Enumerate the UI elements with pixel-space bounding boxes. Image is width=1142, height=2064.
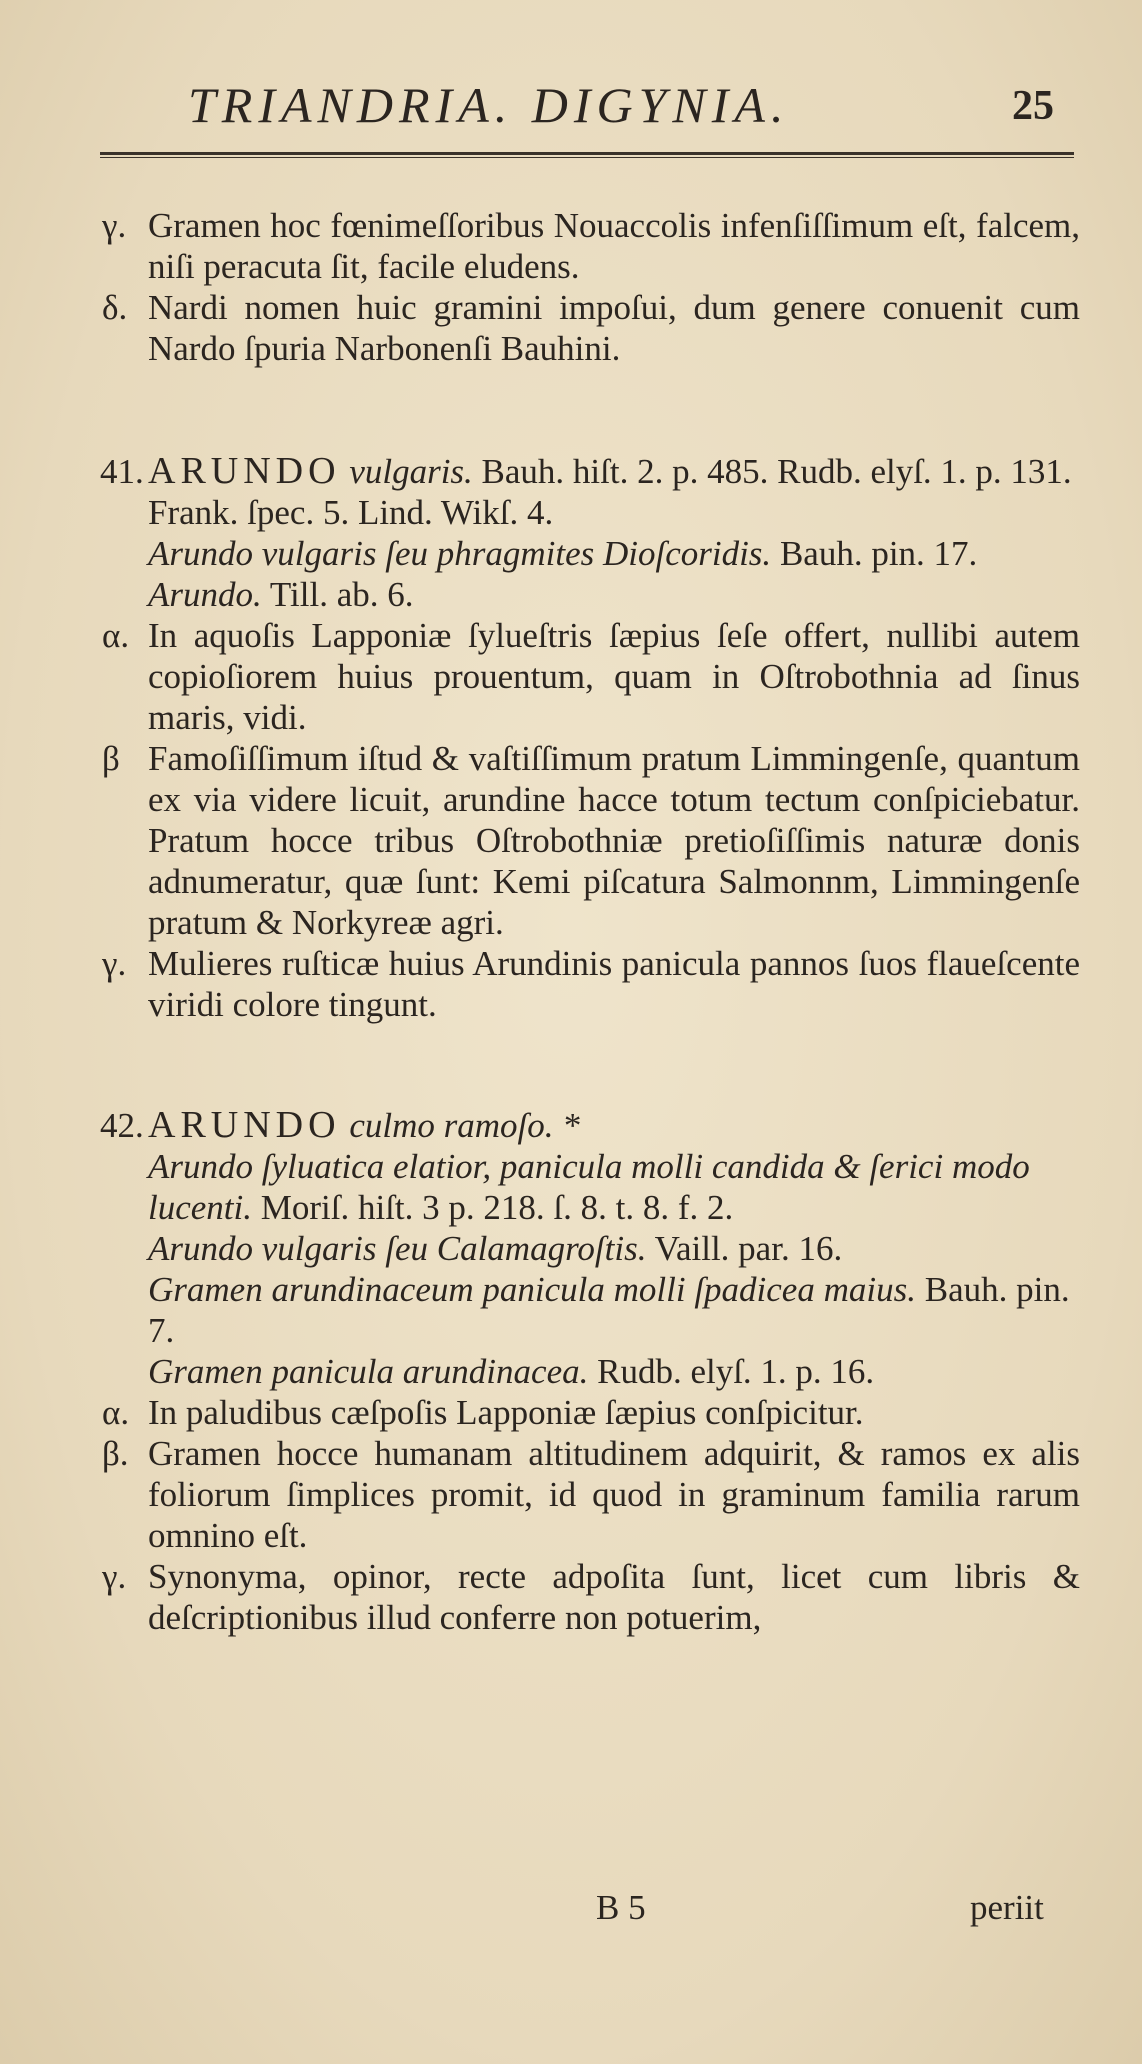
synonym-ref: Bauh. pin. 17. [779,534,978,573]
citation: Bauh. hiſt. 2. p. 485. Rudb. elyſ. 1. p. 131. Frank. ſpec. 5. Lind. Wikſ. 4. [148,452,1072,532]
entry-heading [100,451,1080,533]
page-body [100,205,1080,1638]
spacer [100,1025,1080,1105]
paragraph-mark: γ. [102,206,127,245]
paragraph-mark: γ. [102,944,127,983]
entry-heading [100,1105,1080,1146]
paragraph-mark: β [102,739,120,778]
paragraph-text: Famoſiſſimum iſtud & vaſtiſſimum pratum Limmingenſe, quantum ex via videre licuit, arundine hacce totum tectum conſpiciebatur. Pratum hocce tribus Oſtrobothniæ pretioſiſſimis naturæ donis adnumeratur, quæ ſunt: Kemi piſcatura Salmonnm, Limmingenſe pratum & Norkyreæ agri. [148,739,1080,942]
header-rule [100,152,1074,155]
synonym [100,574,1080,615]
header-rule-thin [100,157,1074,158]
synonym [100,1228,1080,1269]
synonym-name: Gramen arundinaceum panicula molli ſpadicea maius. [148,1270,916,1309]
synonym [100,533,1080,574]
paragraph-mark: δ. [102,288,128,327]
running-title: TRIANDRIA. DIGYNIA. [188,77,790,133]
page-footer [0,1888,1142,1938]
synonym [100,1269,1080,1351]
species-entry-41 [100,451,1080,1025]
paragraph-gamma [100,205,1080,287]
entry-number: 41. [100,452,144,491]
synonym-ref: Till. ab. 6. [269,575,414,614]
paragraph-text: Nardi nomen huic gramini impoſui, dum genere conuenit cum Nardo ſpuria Narbonenſi Bauhini. [148,288,1080,368]
paragraph-text: Gramen hoc fœnimeſſoribus Nouaccolis infenſiſſimum eſt, falcem, niſi peracuta ſit, facile eludens. [148,206,1080,286]
synonym-ref: Moriſ. hiſt. 3 p. 218. ſ. 8. t. 8. f. 2. [260,1188,734,1227]
spacer [100,369,1080,451]
synonym [100,1146,1080,1228]
paragraph-mark: β. [102,1434,129,1473]
species-entry-42 [100,1105,1080,1638]
paragraph-text: Gramen hocce humanam altitudinem adquirit, & ramos ex alis foliorum ſimplices promit, id quod in graminum familia rarum omnino eſt. [148,1434,1080,1555]
paragraph-text: Synonyma, opinor, recte adpoſita ſunt, licet cum libris & deſcriptionibus illud conferre non potuerim, [148,1557,1080,1637]
paragraph-delta [100,287,1080,369]
signature-mark: B 5 [596,1888,646,1927]
paragraph-mark: α. [102,616,130,655]
synonym-name: Gramen panicula arundinacea. [148,1352,589,1391]
synonym-name: Arundo ſyluatica elatior, panicula molli candida & ſerici modo lucenti. [148,1147,1030,1227]
synonym-ref: Rudb. elyſ. 1. p. 16. [597,1352,875,1391]
species-epithet: culmo ramoſo. * [349,1106,580,1145]
paragraph-mark: γ. [102,1557,127,1596]
note-gamma [100,1556,1080,1638]
paragraph-text: In aquoſis Lapponiæ ſylueſtris ſæpius ſeſe offert, nullibi autem copioſiorem huius prouentum, quam in Oſtrobothnia ad ſinus maris, vidi. [148,616,1080,737]
page-number: 25 [1012,83,1054,129]
catchword: periit [970,1888,1044,1927]
synonym-name: Arundo vulgaris ſeu phragmites Dioſcoridis. [148,534,772,573]
genus-name: ARUNDO [148,1104,341,1146]
paragraph-mark: α. [102,1393,130,1432]
note-alpha [100,615,1080,738]
paragraph-text: In paludibus cæſpoſis Lapponiæ ſæpius conſpicitur. [148,1393,864,1432]
note-gamma [100,943,1080,1025]
species-epithet: vulgaris. [349,452,473,491]
synonym-ref: Vaill. par. 16. [654,1229,843,1268]
note-alpha [100,1392,1080,1433]
synonym [100,1351,1080,1392]
synonym-name: Arundo. [148,575,262,614]
paragraph-text: Mulieres ruſticæ huius Arundinis panicula pannos ſuos flaueſcente viridi colore tingunt. [148,944,1080,1024]
genus-name: ARUNDO [148,450,341,492]
note-beta [100,1433,1080,1556]
page-header [0,72,1142,142]
synonym-name: Arundo vulgaris ſeu Calamagroſtis. [148,1229,647,1268]
entry-number: 42. [100,1106,144,1145]
note-beta [100,738,1080,943]
synonym-ref: Bauh. pin. 7. [148,1270,1070,1350]
